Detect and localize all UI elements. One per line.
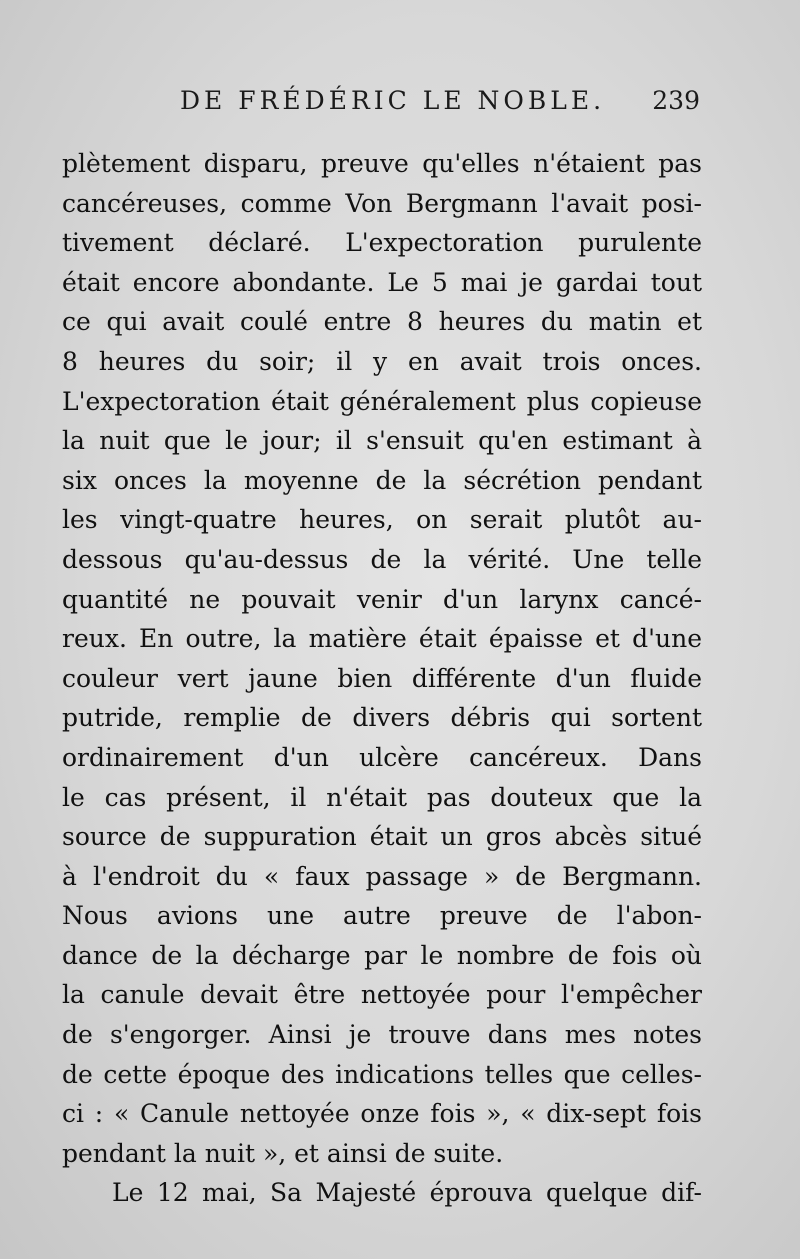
text-line: source de suppuration était un gros abcès situé: [62, 822, 702, 852]
text-line: couleur vert jaune bien différente d'un fluide: [62, 663, 702, 693]
body-text: [62, 144, 702, 1213]
text-line: reux. En outre, la matière était épaisse et d'une: [62, 624, 702, 654]
text-line: la canule devait être nettoyée pour l'empêcher: [62, 980, 702, 1010]
text-line: ci : « Canule nettoyée onze fois », « dix-sept fois: [62, 1099, 702, 1129]
text-line: pendant la nuit », et ainsi de suite.: [62, 1138, 504, 1168]
text-line: était encore abondante. Le 5 mai je gardai tout: [62, 267, 702, 297]
text-line: cancéreuses, comme Von Bergmann l'avait posi-: [62, 188, 702, 218]
text-line: à l'endroit du « faux passage » de Bergmann.: [62, 861, 702, 891]
page-number: 239: [652, 86, 700, 115]
text-line: de cette époque des indications telles que celles-: [62, 1059, 702, 1089]
text-line: 8 heures du soir; il y en avait trois onces.: [62, 346, 702, 376]
text-line: dance de la décharge par le nombre de fois où: [62, 940, 702, 970]
text-line: Nous avions une autre preuve de l'abon-: [62, 901, 702, 931]
text-line: la nuit que le jour; il s'ensuit qu'en estimant à: [62, 426, 702, 456]
running-title: DE FRÉDÉRIC LE NOBLE.: [180, 86, 606, 115]
text-line: putride, remplie de divers débris qui sortent: [62, 703, 702, 733]
text-line: ordinairement d'un ulcère cancéreux. Dans: [62, 742, 702, 772]
text-line: les vingt-quatre heures, on serait plutôt au-: [62, 505, 702, 535]
text-line: dessous qu'au-dessus de la vérité. Une telle: [62, 544, 702, 574]
text-line: le cas présent, il n'était pas douteux que la: [62, 782, 702, 812]
running-head: [60, 86, 700, 126]
text-line: quantité ne pouvait venir d'un larynx cancé-: [62, 584, 702, 614]
text-line: plètement disparu, preuve qu'elles n'étaient pas: [62, 149, 702, 178]
text-line: ce qui avait coulé entre 8 heures du matin et: [62, 307, 702, 337]
text-line: Le 12 mai, Sa Majesté éprouva quelque dif-: [112, 1178, 702, 1208]
text-line: tivement déclaré. L'expectoration purulente: [62, 228, 702, 258]
text-line: six onces la moyenne de la sécrétion pendant: [62, 465, 702, 495]
text-line: de s'engorger. Ainsi je trouve dans mes notes: [62, 1020, 702, 1050]
text-line: L'expectoration était généralement plus copieuse: [62, 386, 702, 416]
